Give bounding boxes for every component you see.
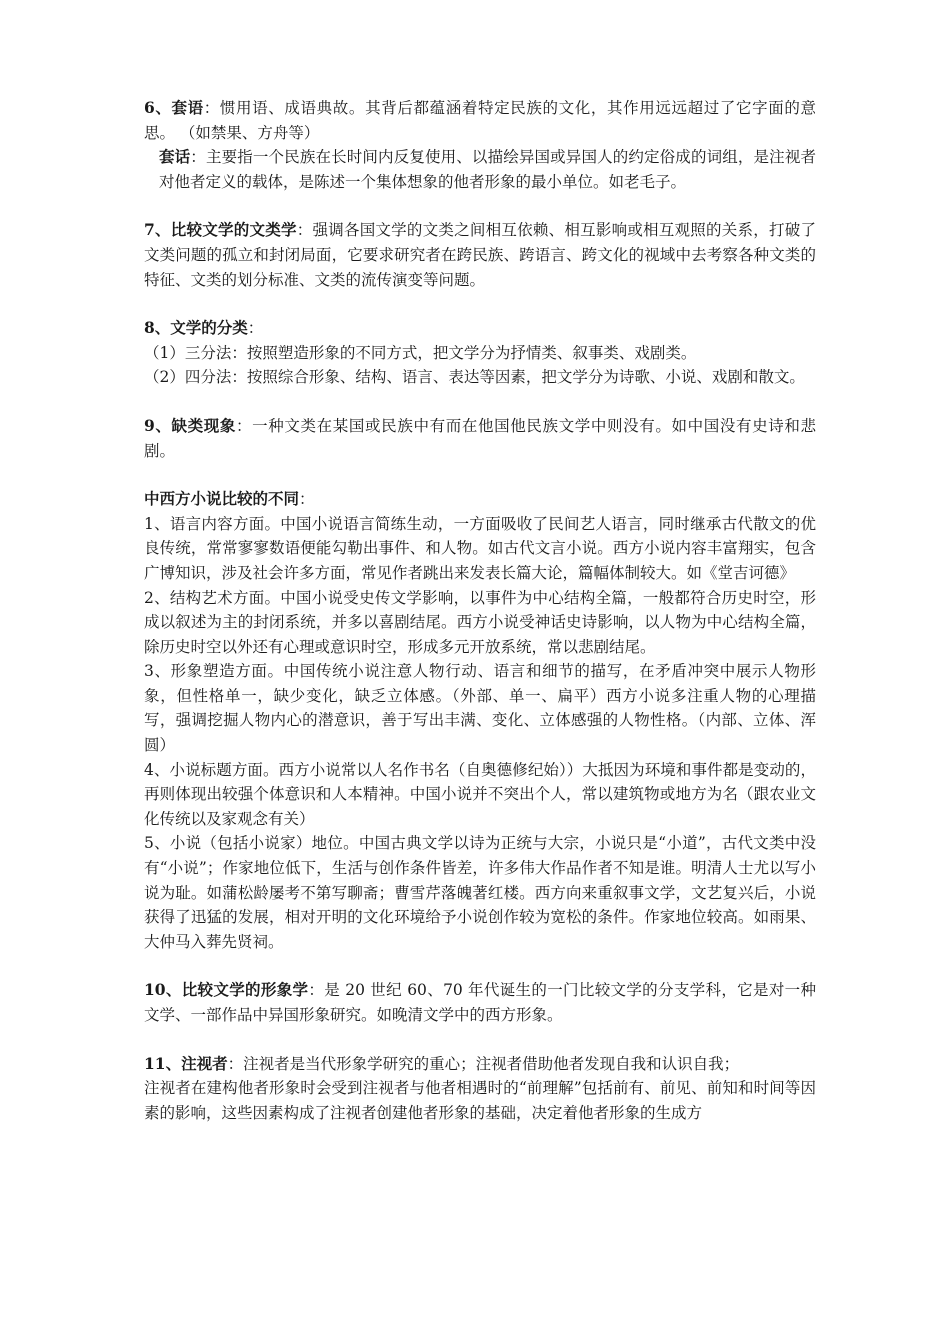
section-8-item: （1）三分法：按照塑造形象的不同方式，把文学分为抒情类、叙事类、戏剧类。 [144,343,697,362]
document-page [144,96,816,1149]
section-10-term: 10、比较文学的形象学 [144,980,309,1000]
section-6-term-2: 套话 [159,147,191,167]
section-9 [144,414,816,463]
section-6 [144,96,816,194]
section-11 [144,1052,816,1126]
section-6-paragraph-2 [144,145,816,194]
section-11-paragraph-2: 注视者在建构他者形象时会受到注视者与他者相遇时的“前理解”包括前有、前见、前知和时间等因素的影响，这些因素构成了注视者创建他者形象的基础，决定着他者形象的生成方 [144,1079,816,1122]
novel-item: 1、语言内容方面。中国小说语言简练生动，一方面吸收了民间艺人语言，同时继承古代散文的优良传统，常常寥寥数语便能勾勒出事件、和人物。如古代文言小说。西方小说内容丰富翔实，包含广博知识，涉及社会许多方面，常见作者跳出来发表长篇大论，篇幅体制较大。如《堂吉诃德》 [144,514,816,582]
section-6-paragraph [144,96,816,145]
section-11-paragraph [144,1052,816,1077]
section-6-term: 6、套语 [144,98,204,117]
novel-item: 2、结构艺术方面。中国小说受史传文学影响，以事件为中心结构全篇，一般都符合历史时空，形成以叙述为主的封闭系统，并多以喜剧结尾。西方小说受神话史诗影响，以人物为中心结构全篇，除历史时空以外还有心理或意识时空，形成多元开放系统，常以悲剧结尾。 [144,588,816,656]
section-9-paragraph [144,414,816,463]
section-10-body: ：是 20 世纪 60、70 年代诞生的一门比较文学的分支学科，它是对一种文学、一部作品中异国形象研究。如晚清文学中的西方形象。 [144,981,816,1024]
section-8 [144,316,816,390]
section-10-paragraph [144,978,816,1027]
section-11-term: 11、注视者 [144,1053,228,1073]
novel-heading-text: 中西方小说比较的不同 [144,489,300,509]
section-10 [144,978,816,1027]
section-7 [144,218,816,292]
novel-heading-colon: ： [299,490,315,509]
section-8-colon: ： [247,319,264,338]
section-7-paragraph [144,218,816,292]
section-7-body: ：强调各国文学的文类之间相互依赖、相互影响或相互观照的关系，打破了文类问题的孤立和封闭局面，它要求研究者在跨民族、跨语言、跨文化的视域中去考察各种文类的特征、文类的划分标准、文类的流传演变等问题。 [144,221,816,289]
section-11-body: ：注视者是当代形象学研究的重心；注视者借助他者发现自我和认识自我； [227,1054,740,1073]
section-6-body-2: ：主要指一个民族在长时间内反复使用、以描绘异国或异国人的约定俗成的词组，是注视者对他者定义的载体，是陈述一个集体想象的他者形象的最小单位。如老毛子。 [159,148,816,191]
section-9-term: 9、缺类现象 [144,415,237,435]
novel-comparison-heading [144,487,816,512]
section-8-item: （2）四分法：按照综合形象、结构、语言、表达等因素，把文学分为诗歌、小说、戏剧和散文。 [144,368,805,387]
section-8-term: 8、文学的分类 [144,318,248,338]
novel-item: 4、小说标题方面。西方小说常以人名作书名（自奥德修纪始））大抵因为环境和事件都是变动的，再则体现出较强个体意识和人本精神。中国小说并不突出个人，常以建筑物或地方为名（跟农业文化传统以及家观念有关） [144,760,816,828]
novel-comparison [144,487,816,954]
section-6-body: ：惯用语、成语典故。其背后都蕴涵着特定民族的文化，其作用远远超过了它字面的意思。 （如禁果、方舟等） [144,99,816,142]
section-8-heading [144,316,816,341]
novel-item: 3、形象塑造方面。中国传统小说注意人物行动、语言和细节的描写，在矛盾冲突中展示人物形象，但性格单一，缺少变化，缺乏立体感。（外部、单一、扁平）西方小说多注重人物的心理描写，强调挖掘人物内心的潜意识，善于写出丰满、变化、立体感强的人物性格。（内部、立体、浑圆） [144,662,816,755]
novel-item: 5、小说（包括小说家）地位。中国古典文学以诗为正统与大宗，小说只是“小道”，古代文类中没有“小说”；作家地位低下，生活与创作条件皆差，许多伟大作品作者不知是谁。明清人士尤以写小说为耻。如蒲松龄屡考不第写聊斋；曹雪芹落魄著红楼。西方向来重叙事文学，文艺复兴后，小说获得了迅猛的发展，相对开明的文化环境给予小说创作较为宽松的条件。作家地位较高。如雨果、大仲马入葬先贤祠。 [144,834,816,951]
section-7-term: 7、比较文学的文类学 [144,220,297,240]
section-9-body: ：一种文类在某国或民族中有而在他国他民族文学中则没有。如中国没有史诗和悲剧。 [144,416,816,460]
